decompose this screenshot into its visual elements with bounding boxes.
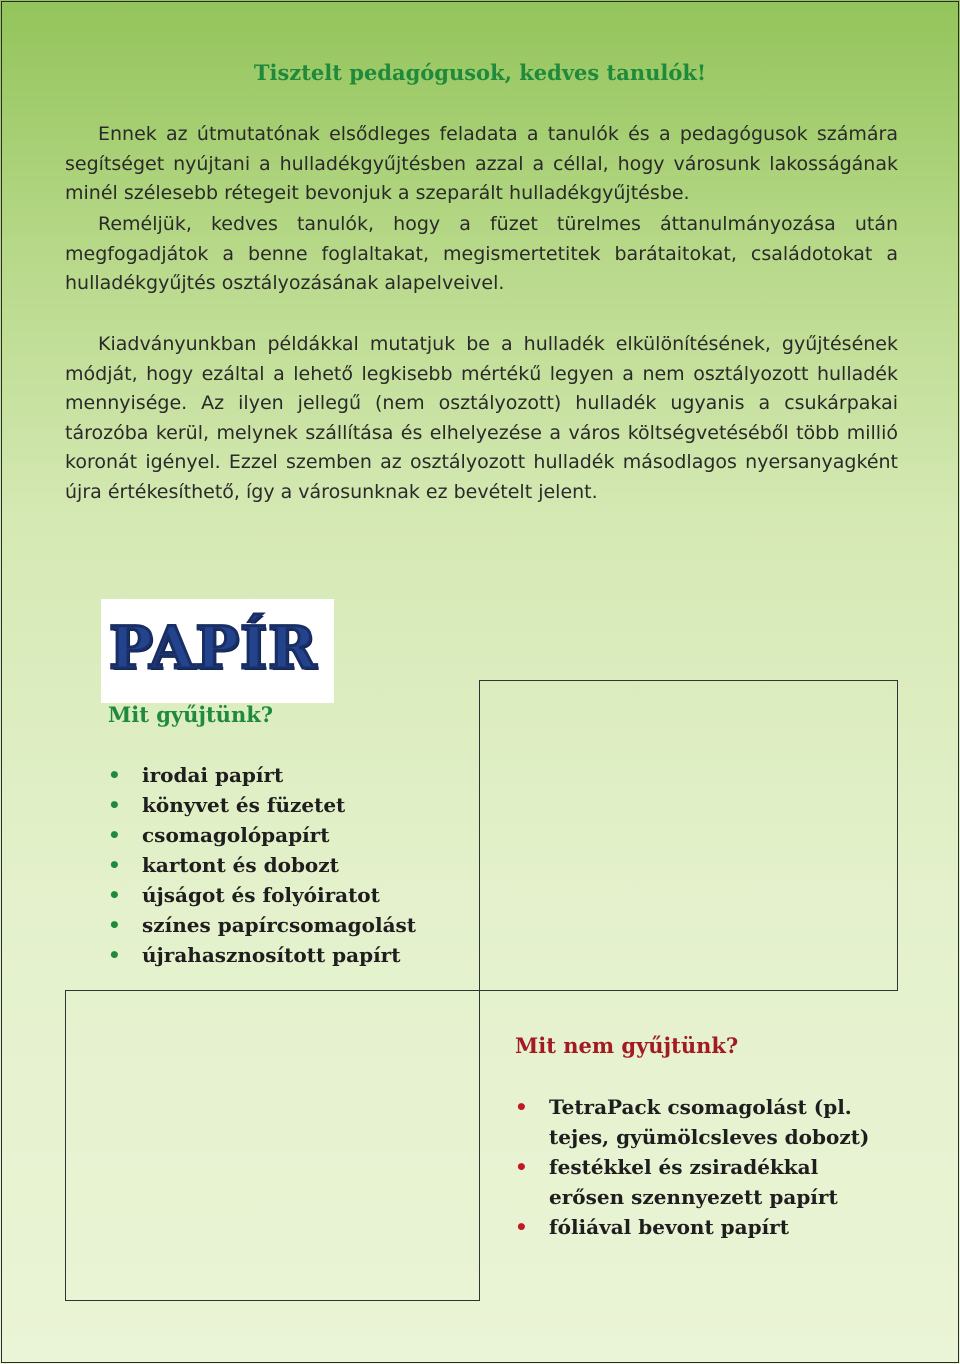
list-item: • színes papírcsomagolást — [108, 910, 468, 940]
bullet-icon: • — [515, 1215, 528, 1239]
list-item: • könyvet és füzetet — [108, 790, 468, 820]
bullet-icon: • — [108, 823, 121, 847]
collect-heading: Mit gyűjtünk? — [108, 702, 274, 727]
list-item: • újságot és folyóiratot — [108, 880, 468, 910]
bullet-icon: • — [108, 943, 121, 967]
bullet-icon: • — [108, 913, 121, 937]
papir-title: PAPÍR — [109, 614, 318, 682]
list-item: • kartont és dobozt — [108, 850, 468, 880]
bullet-icon: • — [108, 793, 121, 817]
bullet-icon: • — [108, 853, 121, 877]
bullet-icon: • — [108, 763, 121, 787]
list-item: • újrahasznosított papírt — [108, 940, 468, 970]
image-placeholder-left — [65, 990, 480, 1301]
nocollect-list — [515, 1092, 875, 1242]
nocollect-heading: Mit nem gyűjtünk? — [515, 1033, 739, 1058]
intro-paragraph-3: Kiadványunkban példákkal mutatjuk be a hulladék elkülönítésének, gyűjtésének módját, hogy ezáltal a lehető legkisebb mértékű legyen a nem osztályozott hulladék mennyisége. Az ilyen jellegű (nem osztályozott) hulladék ugyanis a csukárpakai tározóba kerül, melynek szállítása és elhelyezése a város költségvetéséből több millió koronát igényel. Ezzel szemben az osztályozott hulladék másodlagos nyersanyagként újra értékesíthető, így a városunknak ez bevételt jelent. — [65, 333, 898, 503]
list-item: • festékkel és zsiradékkal erősen szennyezett papírt — [515, 1152, 875, 1212]
list-item: • irodai papírt — [108, 760, 468, 790]
intro-paragraph-1: Ennek az útmutatónak elsődleges feladata a tanulók és a pedagógusok számára segítséget nyújtani a hulladékgyűjtésben azzal a céllal, hogy városunk lakosságának minél szélesebb rétegeit bevonjuk a szeparált hulladékgyűjtésbe. — [65, 123, 898, 204]
image-placeholder-right — [479, 680, 898, 991]
greeting-heading: Tisztelt pedagógusok, kedves tanulók! — [253, 60, 707, 85]
intro-paragraph-2: Reméljük, kedves tanulók, hogy a füzet türelmes áttanulmányozása után megfogadjátok a benne foglaltakat, megismertetitek barátaitokat, családotokat a hulladékgyűjtés osztályozásának alapelveivel. — [65, 213, 898, 294]
bullet-icon: • — [515, 1155, 528, 1179]
list-item: • fóliával bevont papírt — [515, 1212, 875, 1242]
bullet-icon: • — [108, 883, 121, 907]
list-item: • csomagolópapírt — [108, 820, 468, 850]
papir-title-box — [101, 599, 334, 703]
list-item: • TetraPack csomagolást (pl. tejes, gyümölcsleves dobozt) — [515, 1092, 875, 1152]
collect-list — [108, 760, 468, 970]
bullet-icon: • — [515, 1095, 528, 1119]
